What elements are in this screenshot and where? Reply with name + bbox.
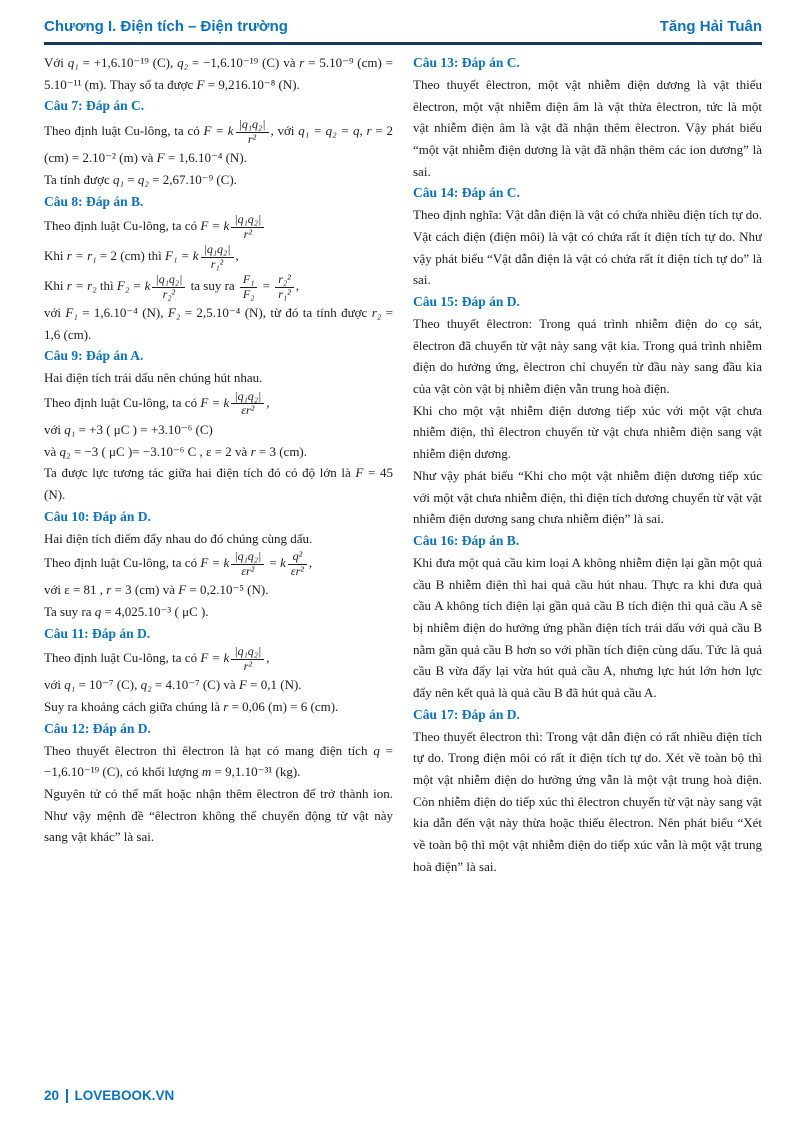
paragraph: Khi r = r₂ thì F₂ = k $\frac{\text{|q₁q₂|}}{\text{r₂²}}$ ta suy ra $\frac{\text{F₁}}{\text{F₂}}$ = $\frac{\text{r₂²}}{\text{r₁²}}$ , — [44, 272, 299, 301]
answer-heading: Câu 15: Đáp án D. — [413, 294, 520, 310]
math-variable: F = k — [200, 218, 230, 234]
answer-heading: Câu 9: Đáp án A. — [44, 348, 144, 364]
fraction: $\frac{\text{|q₁q₂|}}{\text{εr²}}$ — [229, 389, 266, 419]
fraction: $\frac{\text{|q₁q₂|}}{\text{r²}}$ — [229, 212, 266, 242]
answer-heading: Câu 17: Đáp án D. — [413, 706, 520, 722]
paragraph: Theo định luật Cu-lông, ta có F = k $\frac{\text{|q₁q₂|}}{\text{r²}}$ — [44, 212, 393, 242]
paragraph: Ta được lực tương tác giữa hai điện tích đó có độ lớn là F = 45 (N). — [44, 465, 393, 502]
paragraph: Theo định luật Cu-lông, ta có F = k $\frac{\text{|q₁q₂|}}{\text{εr²}}$ , — [44, 389, 270, 418]
math-variable: q₁ — [112, 171, 124, 187]
math-variable: r — [366, 123, 372, 139]
answer-heading: Câu 11: Đáp án D. — [44, 625, 151, 641]
paragraph: Suy ra khoảng cách giữa chúng là r = 0,06 (m) = 6 (cm). — [44, 698, 339, 714]
math-variable: F — [156, 150, 165, 166]
math-variable: q₂ — [137, 171, 149, 187]
paragraph: Theo thuyết êlectron thì: Trong vật dẫn điện có rất nhiều điện tích tự do. Trong điện môi có rất ít điện tích tự do. Xét về toàn bộ thì một vật nhiễm điện do hưởng ứng vẫn là một vật trung hoà điện. Còn nhiễm điện do tiếp xúc thì êlectron chuyển từ vật này sang vật kia dẫn đến vật này thừa hoặc thiếu êlectron. Nên phát biểu “Xét về toàn bộ thì một vật nhiễm điện do tiếp xúc vẫn là một vật trung hoà điện” là sai. — [413, 728, 762, 874]
math-variable: q₁ = q₂ = q — [298, 123, 360, 139]
math-variable: q₁ — [64, 677, 76, 693]
math-variable: q₂ — [177, 55, 189, 70]
answer-heading: Câu 12: Đáp án D. — [44, 720, 151, 736]
paragraph: Theo định nghĩa: Vật dẫn điện là vật có chứa nhiều điện tích tự do. Vật cách điện (điện môi) là vật có chứa rất ít điện tích tự do. Như vậy phát biểu “Vật dẫn điện là vật có chứa rất ít điện tích tự do” là sai. — [413, 207, 762, 288]
fraction: $\frac{\text{|q₁q₂|}}{\text{εr²}}$ — [229, 549, 266, 579]
paragraph: và q₂ = −3 ( μC )= −3.10⁻⁶ C , ε = 2 và r = 3 (cm). — [44, 443, 308, 459]
paragraph: Theo thuyết êlectron, một vật nhiễm điện dương là vật thiếu êlectron, một vật nhiễm điện âm là vật thừa êlectron, tức là một vật nhiễm điện âm là vật đã nhận thêm êlectron. Vậy phát biểu “một vật nhiễm điện dương là vật đã nhận thêm các ion dương” là sai. — [413, 76, 762, 179]
fraction: $\frac{\text{|q₁q₂|}}{\text{r²}}$ — [229, 644, 266, 674]
paragraph: Khi đưa một quả cầu kim loại A không nhiễm điện lại gần một quả cầu B nhiễm điện thì hai quả cầu hút nhau. Thực ra khi đưa quả cầu A không tích điện lại gần quả cầu B tích điện thì quả cầu A sẽ bị nhiễm điện do hưởng ứng phần điện tích trái dấu với quả cầu B nằm gần quả cầu B hơn so với phần tích điện cùng dấu. Tức là quả cầu B vừa đẩy lại vừa hút quả cầu A, nhưng lực hút lớn hơn lực đẩy nên kết quả là quả cầu B đã hút quả cầu A. — [413, 554, 762, 701]
paragraph: Hai điện tích trái dấu nên chúng hút nhau. — [44, 370, 263, 386]
answer-heading: Câu 7: Đáp án C. — [44, 98, 145, 114]
paragraph: Nguyên tử có thể mất hoặc nhận thêm êlectron để trở thành ion. Như vậy mệnh đề “êlectron không thể chuyển động từ vật này sang vật khác” là sai. — [44, 785, 393, 845]
paragraph: Theo định luật Cu-lông, ta có F = k $\frac{\text{|q₁q₂|}}{\text{r²}}$ , — [44, 644, 270, 673]
fraction: $\frac{\text{F₁}}{\text{F₂}}$ — [238, 272, 260, 302]
math-variable: r — [250, 443, 256, 459]
header-rule — [44, 42, 762, 45]
column-left — [44, 52, 393, 1071]
paragraph: Như vậy phát biểu “Khi cho một vật nhiễm điện dương tiếp xúc với một vật chưa nhiễm điện, thì điện tích dương chuyển từ vật vật nhiễm điện dương sang chưa nhiễm điện” là sai. — [413, 467, 762, 527]
paragraph: Theo thuyết êlectron thì êlectron là hạt có mang điện tích q = −1,6.10⁻¹⁹ (C), có khối lượng m = 9,1.10⁻³¹ (kg). — [44, 742, 393, 780]
math-variable: r₂ — [371, 305, 382, 321]
paragraph: Hai điện tích điểm đẩy nhau do đó chúng cùng dấu. — [44, 530, 313, 546]
math-variable: F = k — [200, 555, 230, 571]
page-number: 20 — [44, 1088, 60, 1103]
paragraph: Theo định luật Cu-lông, ta có F = k $\frac{\text{|q₁q₂|}}{\text{r²}}$ , với q₁ = q₂ = q, r = 2 (cm) = 2.10⁻² (m) và F = 1,6.10⁻⁴ (N). — [44, 117, 393, 166]
answer-heading: Câu 10: Đáp án D. — [44, 508, 151, 524]
paragraph: Khi r = r₁ = 2 (cm) thì F₁ = k $\frac{\text{|q₁q₂|}}{\text{r₁²}}$ , — [44, 242, 239, 271]
math-variable: F₂ — [167, 305, 181, 321]
answer-heading: Câu 8: Đáp án B. — [44, 193, 144, 209]
paragraph: với q₁ = +3 ( μC ) = +3.10⁻⁶ (C) — [44, 421, 213, 437]
math-variable: F — [196, 76, 205, 92]
math-variable: q₁ — [67, 55, 79, 70]
fraction: $\frac{\text{|q₁q₂|}}{\text{r²}}$ — [234, 117, 271, 147]
page-header — [44, 18, 762, 35]
math-variable: q₁ — [64, 421, 76, 437]
math-variable: F = k — [200, 394, 230, 410]
math-variable: r — [223, 698, 229, 714]
math-variable: F — [238, 677, 247, 693]
math-variable: F₂ = k — [116, 278, 151, 294]
math-variable: F₁ = k — [165, 248, 199, 264]
answer-heading: Câu 14: Đáp án C. — [413, 185, 520, 201]
fraction: $\frac{\text{|q₁q₂|}}{\text{r₁²}}$ — [199, 242, 236, 272]
answer-heading: Câu 16: Đáp án B. — [413, 532, 520, 548]
math-variable: m — [201, 764, 212, 780]
brand-name: LOVEBOOK.VN — [74, 1088, 175, 1103]
paragraph: Khi cho một vật nhiễm điện dương tiếp xúc với một vật chưa nhiễm điện, thì êlectron chuyển từ vật chưa nhiễm điện sang vật nhiễm điện dương. — [413, 402, 762, 462]
math-variable: k — [280, 555, 286, 571]
math-variable: r = r₂ — [66, 278, 97, 294]
math-variable: F = k — [200, 650, 230, 666]
paragraph: Theo thuyết êlectron: Trong quá trình nhiễm điện do cọ sát, êlectron đã chuyển từ vật này sang vật kia. Trong quá trình nhiễm điện do hưởng ứng, êlectron chỉ chuyển từ đầu này sang đầu kia của vật còn vật bị nhiễm điện vẫn trung hoà điện. — [413, 315, 762, 397]
math-variable: F — [178, 582, 187, 598]
content-columns — [44, 52, 762, 1071]
paragraph: với F₁ = 1,6.10⁻⁴ (N), F₂ = 2,5.10⁻⁴ (N), từ đó ta tính được r₂ = 1,6 (cm). — [44, 305, 393, 342]
math-variable: q — [94, 603, 102, 619]
fraction: $\frac{\text{q²}}{\text{εr²}}$ — [286, 549, 309, 579]
paragraph: với ε = 81 , r = 3 (cm) và F = 0,2.10⁻⁵ (N). — [44, 582, 269, 598]
fraction: $\frac{\text{r₂²}}{\text{r₁²}}$ — [273, 272, 295, 302]
paragraph: Với q₁ = +1,6.10⁻¹⁹ (C), q₂ = −1,6.10⁻¹⁹ (C) và r = 5.10⁻⁹ (cm) = 5.10⁻¹¹ (m). Thay số ta được F = 9,216.10⁻⁸ (N). — [44, 55, 394, 92]
column-right — [413, 52, 762, 1071]
answer-heading: Câu 13: Đáp án C. — [413, 55, 520, 70]
math-variable: r = r₁ — [66, 248, 97, 264]
math-variable: r — [299, 55, 305, 70]
paragraph: Ta suy ra q = 4,025.10⁻³ ( μC ). — [44, 603, 209, 619]
math-variable: q — [373, 742, 380, 758]
math-variable: q₂ — [140, 677, 152, 693]
paragraph: Ta tính được q₁ = q₂ = 2,67.10⁻⁹ (C). — [44, 171, 237, 187]
chapter-title: Chương I. Điện tích – Điện trường — [44, 18, 288, 35]
math-variable: q₂ — [59, 443, 71, 459]
math-variable: r — [106, 582, 112, 598]
fraction: $\frac{\text{|q₁q₂|}}{\text{r₂²}}$ — [150, 272, 187, 302]
math-variable: F₁ — [65, 305, 78, 321]
footer-divider — [66, 1089, 68, 1103]
paragraph: Theo định luật Cu-lông, ta có F = k $\frac{\text{|q₁q₂|}}{\text{εr²}}$ = k $\frac{\text{q²}}{\text{εr²}}$ , — [44, 549, 313, 578]
paragraph: với q₁ = 10⁻⁷ (C), q₂ = 4.10⁻⁷ (C) và F = 0,1 (N). — [44, 677, 302, 693]
author-name: Tăng Hải Tuân — [659, 18, 762, 35]
math-variable: F = k — [203, 123, 234, 139]
math-variable: F — [355, 465, 364, 481]
page-footer — [44, 1088, 174, 1103]
